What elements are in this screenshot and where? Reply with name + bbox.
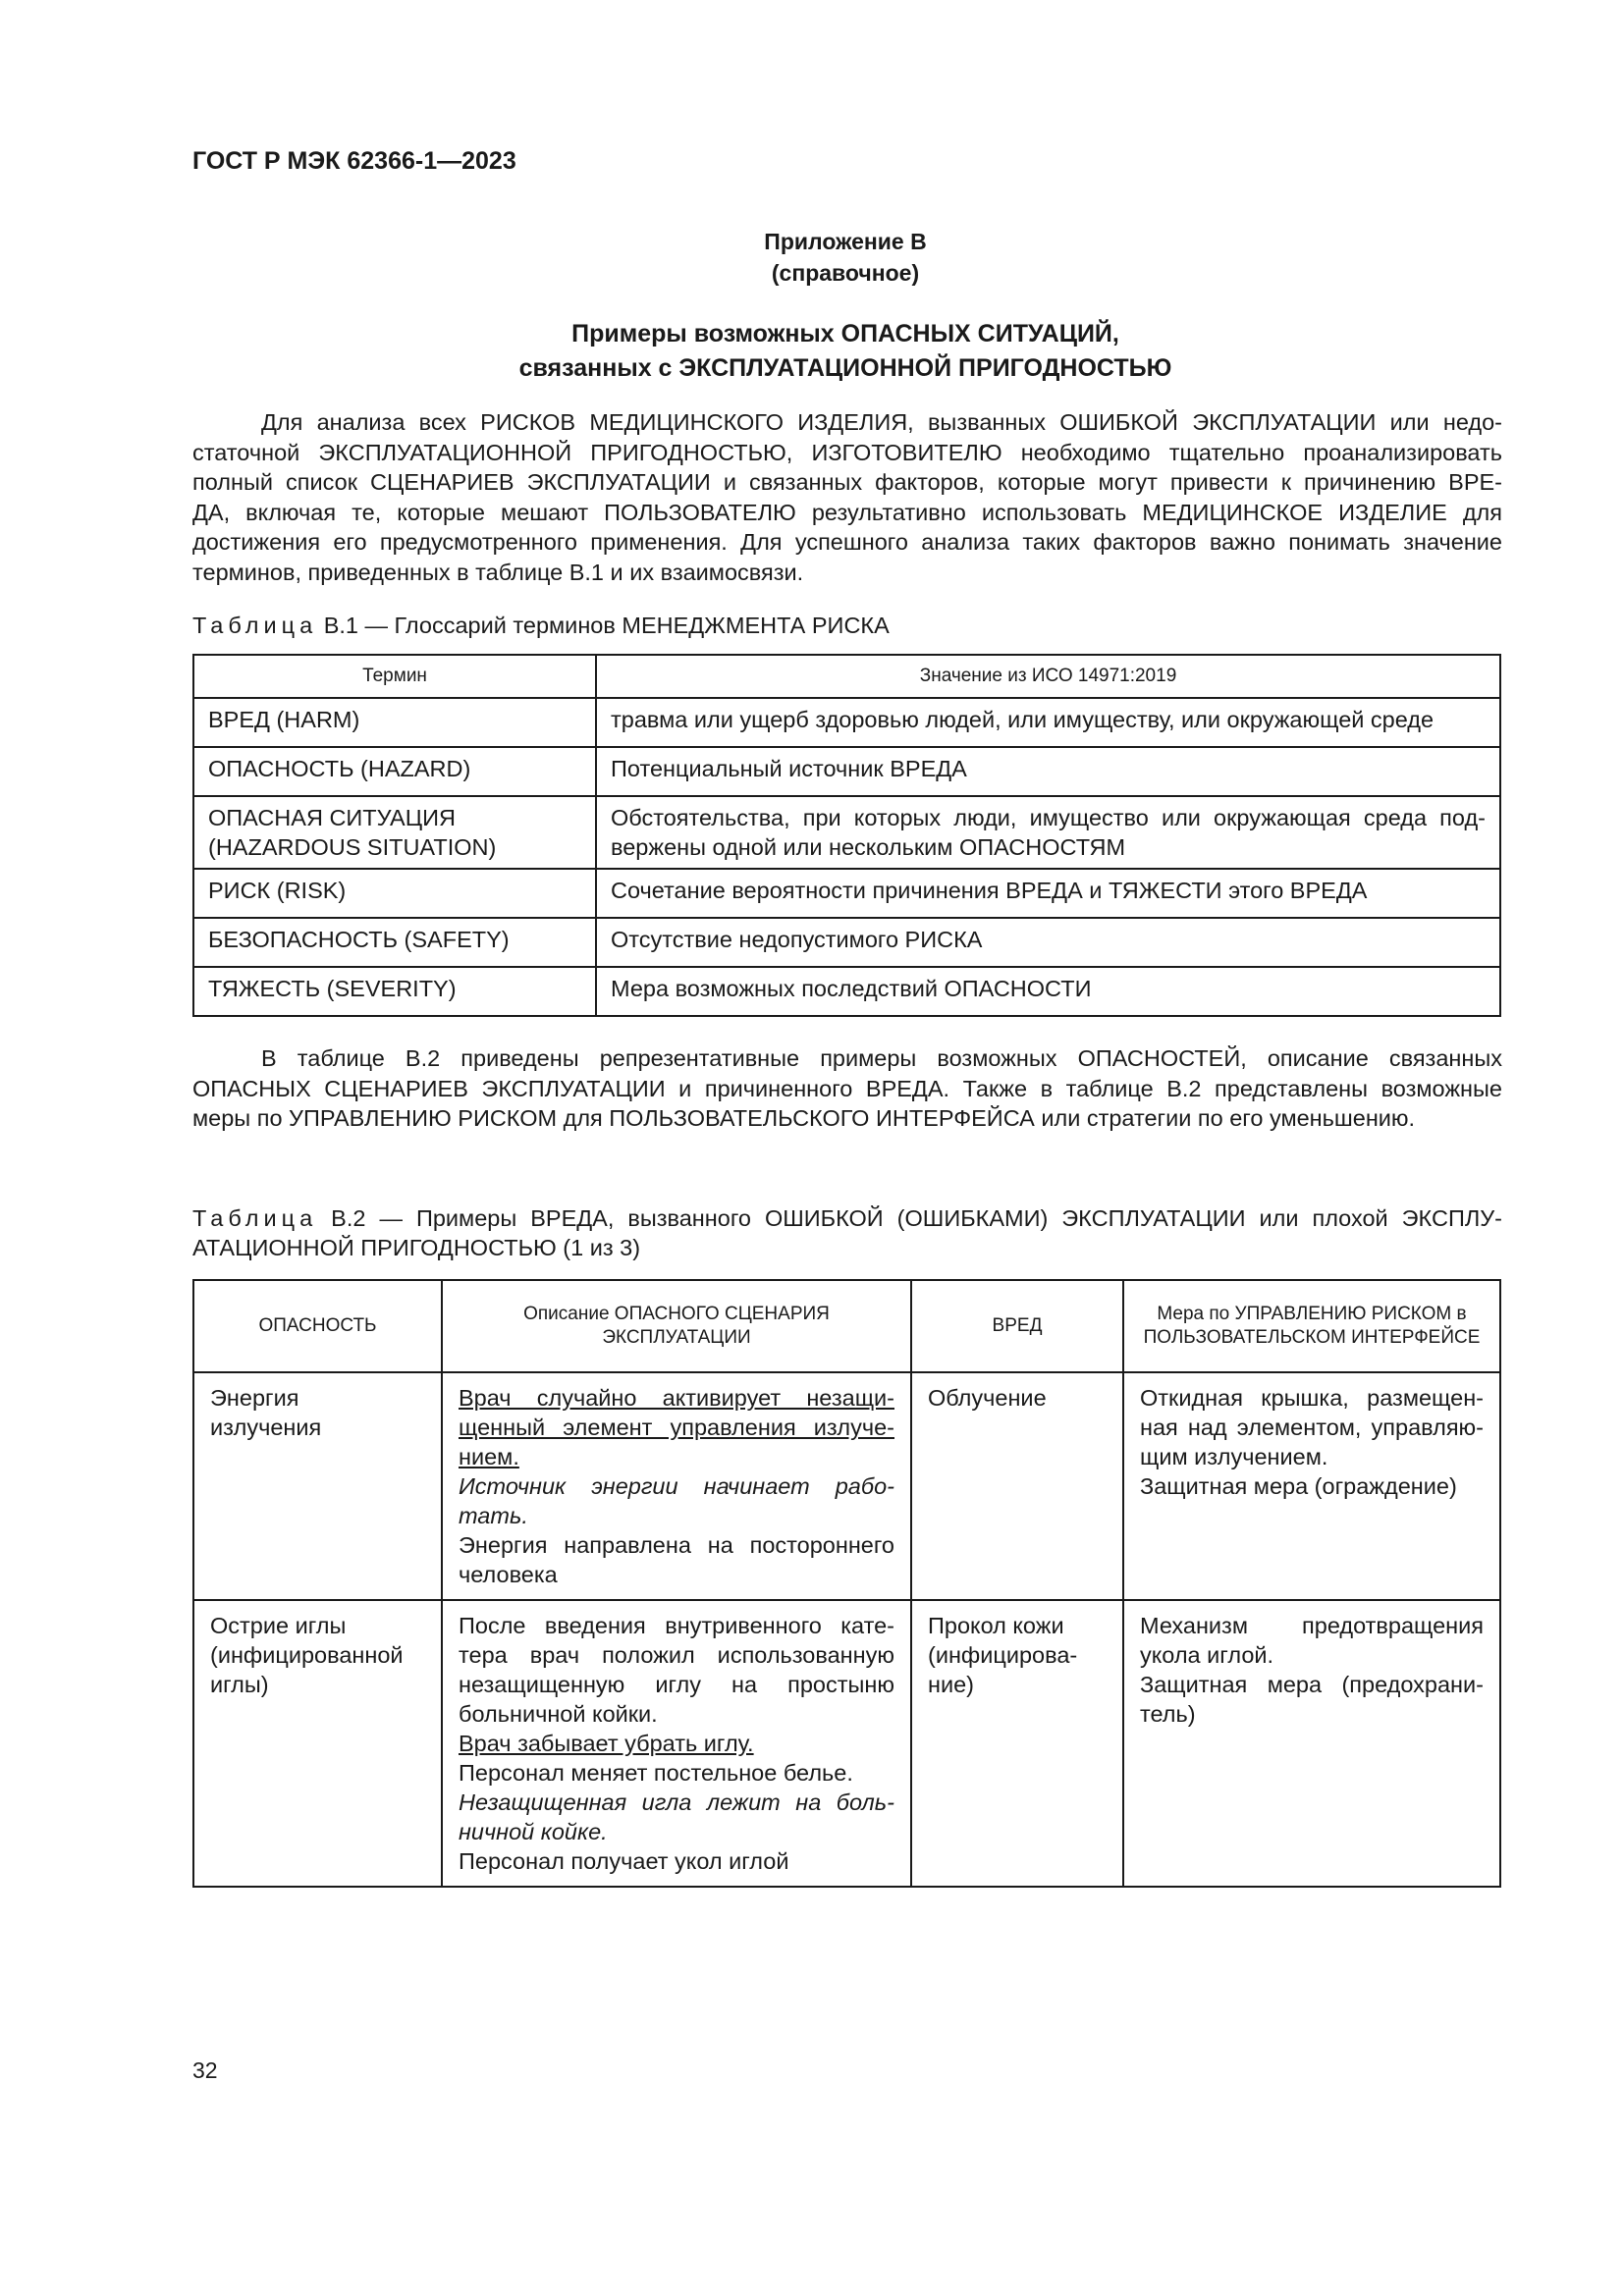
- meaning-cell: Сочетание вероятности причинения ВРЕДА и ТЯЖЕСТИ этого ВРЕДА: [596, 869, 1500, 918]
- appendix-heading: [192, 226, 1498, 289]
- harm-cell: Облучение: [911, 1372, 1123, 1600]
- paragraph-line: ДА, включая те, которые мешают ПОЛЬЗОВАТЕЛЮ результативно использовать МЕДИЦИНСКОЕ ИЗДЕЛИЕ для: [192, 499, 1502, 525]
- table-row: [193, 698, 1500, 747]
- table-row: [193, 1372, 1500, 1600]
- mid-paragraph: [192, 1043, 1502, 1134]
- table-header: Значение из ИСО 14971:2019: [596, 655, 1500, 698]
- table-header: Описание ОПАСНОГО СЦЕНАРИЯ ЭКСПЛУАТАЦИИ: [442, 1280, 911, 1372]
- cell-text-line: Незащищенная игла лежит на боль-: [459, 1789, 894, 1815]
- cell-text-line: ничной койке.: [459, 1819, 608, 1844]
- document-code: ГОСТ Р МЭК 62366-1—2023: [192, 147, 516, 175]
- page-number: 32: [192, 2057, 218, 2083]
- meaning-cell: Потенциальный источник ВРЕДА: [596, 747, 1500, 796]
- glossary-table: [192, 654, 1501, 1017]
- section-title-line: связанных с ЭКСПЛУАТАЦИОННОЙ ПРИГОДНОСТЬЮ: [518, 354, 1172, 382]
- appendix-label: Приложение В: [764, 229, 927, 254]
- cell-text-line: нием.: [459, 1444, 519, 1469]
- meaning-cell: Мера возможных последствий ОПАСНОСТИ: [596, 967, 1500, 1016]
- cell-text-line: Персонал получает укол иглой: [459, 1848, 789, 1874]
- table2-caption: [192, 1203, 1502, 1262]
- cell-text-line: укола иглой.: [1140, 1642, 1274, 1668]
- term-cell: ТЯЖЕСТЬ (SEVERITY): [193, 967, 596, 1016]
- term-cell: ОПАСНАЯ СИТУАЦИЯ (HAZARDOUS SITUATION): [193, 796, 596, 869]
- term-cell: ОПАСНОСТЬ (HAZARD): [193, 747, 596, 796]
- cell-text-line: тать.: [459, 1503, 528, 1528]
- cell-text-line: Откидная крышка, размещен-: [1140, 1385, 1484, 1411]
- cell-text-line: больничной койки.: [459, 1701, 658, 1727]
- cell-text-line: тера врач положил использованную: [459, 1642, 894, 1668]
- paragraph-line: достижения его предусмотренного применения. Для успешного анализа таких факторов важно понимать значение: [192, 529, 1502, 556]
- table-header: Термин: [193, 655, 596, 698]
- meaning-cell: Обстоятельства, при которых люди, имущество или окружающая среда под- вержены одной или нескольким ОПАСНОСТЯМ: [596, 796, 1500, 869]
- cell-text-line: щим излучением.: [1140, 1444, 1328, 1469]
- table-row: [193, 796, 1500, 869]
- table-row: [193, 747, 1500, 796]
- cell-text-line: незащищенную иглу на простыню: [459, 1672, 894, 1697]
- cell-text-line: Источник энергии начинает рабо-: [459, 1473, 894, 1499]
- table1-caption-prefix: Таблица: [192, 613, 318, 638]
- table-row: [193, 869, 1500, 918]
- table1-caption: [192, 611, 890, 640]
- hazard-examples-table: [192, 1279, 1501, 1888]
- control-cell: [1123, 1372, 1500, 1600]
- table-header: ОПАСНОСТЬ: [193, 1280, 442, 1372]
- cell-text-line: Персонал меняет постельное белье.: [459, 1760, 853, 1786]
- hazard-cell: Энергия излучения: [193, 1372, 442, 1600]
- section-title-line: Примеры возможных ОПАСНЫХ СИТУАЦИЙ,: [571, 320, 1119, 347]
- paragraph-line: терминов, приведенных в таблице В.1 и их взаимосвязи.: [192, 559, 804, 585]
- paragraph-line: Для анализа всех РИСКОВ МЕДИЦИНСКОГО ИЗДЕЛИЯ, вызванных ОШИБКОЙ ЭКСПЛУАТАЦИИ или недо-: [261, 409, 1502, 435]
- term-cell: РИСК (RISK): [193, 869, 596, 918]
- cell-text-line: Энергия направлена на постороннего: [459, 1532, 894, 1558]
- scenario-cell: [442, 1372, 911, 1600]
- meaning-cell: Отсутствие недопустимого РИСКА: [596, 918, 1500, 967]
- cell-text-line: Механизм предотвращения: [1140, 1613, 1484, 1638]
- table-header: ВРЕД: [911, 1280, 1123, 1372]
- table-header: Мера по УПРАВЛЕНИЮ РИСКОМ в ПОЛЬЗОВАТЕЛЬСКОМ ИНТЕРФЕЙСЕ: [1123, 1280, 1500, 1372]
- term-cell: ВРЕД (HARM): [193, 698, 596, 747]
- paragraph-line: меры по УПРАВЛЕНИЮ РИСКОМ для ПОЛЬЗОВАТЕЛЬСКОГО ИНТЕРФЕЙСА или стратегии по его уменьшению.: [192, 1105, 1416, 1132]
- cell-text-line: щенный элемент управления излуче-: [459, 1415, 894, 1440]
- table-row: [193, 918, 1500, 967]
- table2-caption-line: АТАЦИОННОЙ ПРИГОДНОСТЬЮ (1 из 3): [192, 1235, 641, 1260]
- cell-text-line: Врач забывает убрать иглу.: [459, 1731, 754, 1756]
- section-title: [192, 317, 1498, 386]
- appendix-status: (справочное): [771, 260, 920, 286]
- cell-text-line: Защитная мера (ограждение): [1140, 1473, 1457, 1499]
- meaning-cell: травма или ущерб здоровью людей, или имуществу, или окружающей среде: [596, 698, 1500, 747]
- control-cell: [1123, 1600, 1500, 1887]
- cell-text-line: человека: [459, 1562, 558, 1587]
- cell-text-line: тель): [1140, 1701, 1196, 1727]
- scenario-cell: [442, 1600, 911, 1887]
- paragraph-line: В таблице В.2 приведены репрезентативные примеры возможных ОПАСНОСТЕЙ, описание связанных: [261, 1045, 1502, 1071]
- term-cell: БЕЗОПАСНОСТЬ (SAFETY): [193, 918, 596, 967]
- paragraph-line: ОПАСНЫХ СЦЕНАРИЕВ ЭКСПЛУАТАЦИИ и причиненного ВРЕДА. Также в таблице В.2 представлены возможные: [192, 1075, 1502, 1101]
- hazard-cell: Острие иглы (инфицированной иглы): [193, 1600, 442, 1887]
- cell-text-line: После введения внутривенного кате-: [459, 1613, 894, 1638]
- table-row: [193, 967, 1500, 1016]
- cell-text-line: ная над элементом, управляю-: [1140, 1415, 1484, 1440]
- cell-text-line: Врач случайно активирует незащи-: [459, 1385, 894, 1411]
- table2-caption-line: Таблица В.2 — Примеры ВРЕДА, вызванного ОШИБКОЙ (ОШИБКАМИ) ЭКСПЛУАТАЦИИ или плохой ЭКСПЛУ-: [192, 1205, 1503, 1231]
- paragraph-line: статочной ЭКСПЛУАТАЦИОННОЙ ПРИГОДНОСТЬЮ, ИЗГОТОВИТЕЛЮ необходимо тщательно проанализировать: [192, 439, 1502, 465]
- harm-cell: Прокол кожи (инфицирова- ние): [911, 1600, 1123, 1887]
- intro-paragraph: [192, 407, 1502, 588]
- table1-caption-text: В.1 — Глоссарий терминов МЕНЕДЖМЕНТА РИСКА: [323, 613, 890, 638]
- cell-text-line: Защитная мера (предохрани-: [1140, 1672, 1484, 1697]
- table-row: [193, 1600, 1500, 1887]
- paragraph-line: полный список СЦЕНАРИЕВ ЭКСПЛУАТАЦИИ и связанных факторов, которые могут привести к причинению ВРЕ-: [192, 469, 1502, 496]
